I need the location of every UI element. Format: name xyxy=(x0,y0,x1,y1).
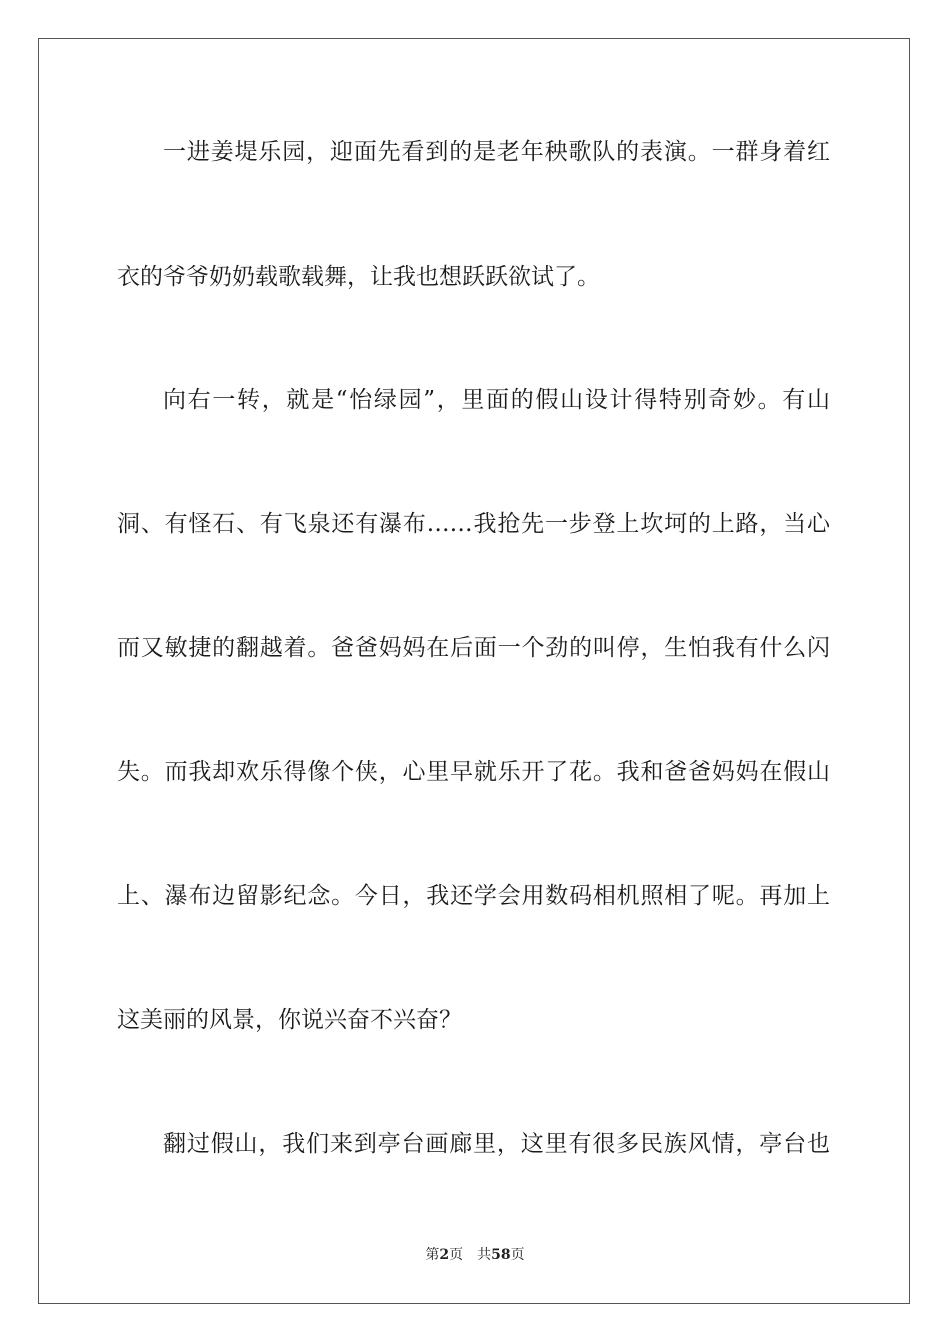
paragraph-3-line-1: 翻过假山，我们来到亭台画廊里，这里有很多民族风情，亭台也 xyxy=(163,1131,830,1157)
total-pages: 58 xyxy=(491,1247,511,1263)
paragraph-2-line-4: 失。而我却欢乐得像个侠，心里早就乐开了花。我和爸爸妈妈在假山 xyxy=(117,759,830,785)
paragraph-2-line-6: 这美丽的风景，你说兴奋不兴奋？ xyxy=(117,1007,462,1033)
page-suffix: 页 xyxy=(449,1247,464,1263)
paragraph-1-line-1: 一进姜堤乐园，迎面先看到的是老年秧歌队的表演。一群身着红 xyxy=(163,139,830,165)
total-suffix: 页 xyxy=(510,1247,525,1263)
page-footer xyxy=(0,1245,950,1265)
paragraph-2-line-1: 向右一转，就是“怡绿园”，里面的假山设计得特别奇妙。有山 xyxy=(163,387,830,413)
paragraph-2-line-3: 而又敏捷的翻越着。爸爸妈妈在后面一个劲的叫停，生怕我有什么闪 xyxy=(117,635,830,661)
page-number: 2 xyxy=(439,1247,450,1263)
paragraph-2-line-2: 洞、有怪石、有飞泉还有瀑布……我抢先一步登上坎坷的上路，当心 xyxy=(117,511,830,537)
paragraph-2-line-5: 上、瀑布边留影纪念。今日，我还学会用数码相机照相了呢。再加上 xyxy=(117,883,830,909)
page-frame xyxy=(38,38,910,1304)
paragraph-1-line-2: 衣的爷爷奶奶载歌载舞，让我也想跃跃欲试了。 xyxy=(117,264,600,290)
page-prefix: 第 xyxy=(425,1247,440,1263)
total-prefix: 共 xyxy=(477,1247,492,1263)
